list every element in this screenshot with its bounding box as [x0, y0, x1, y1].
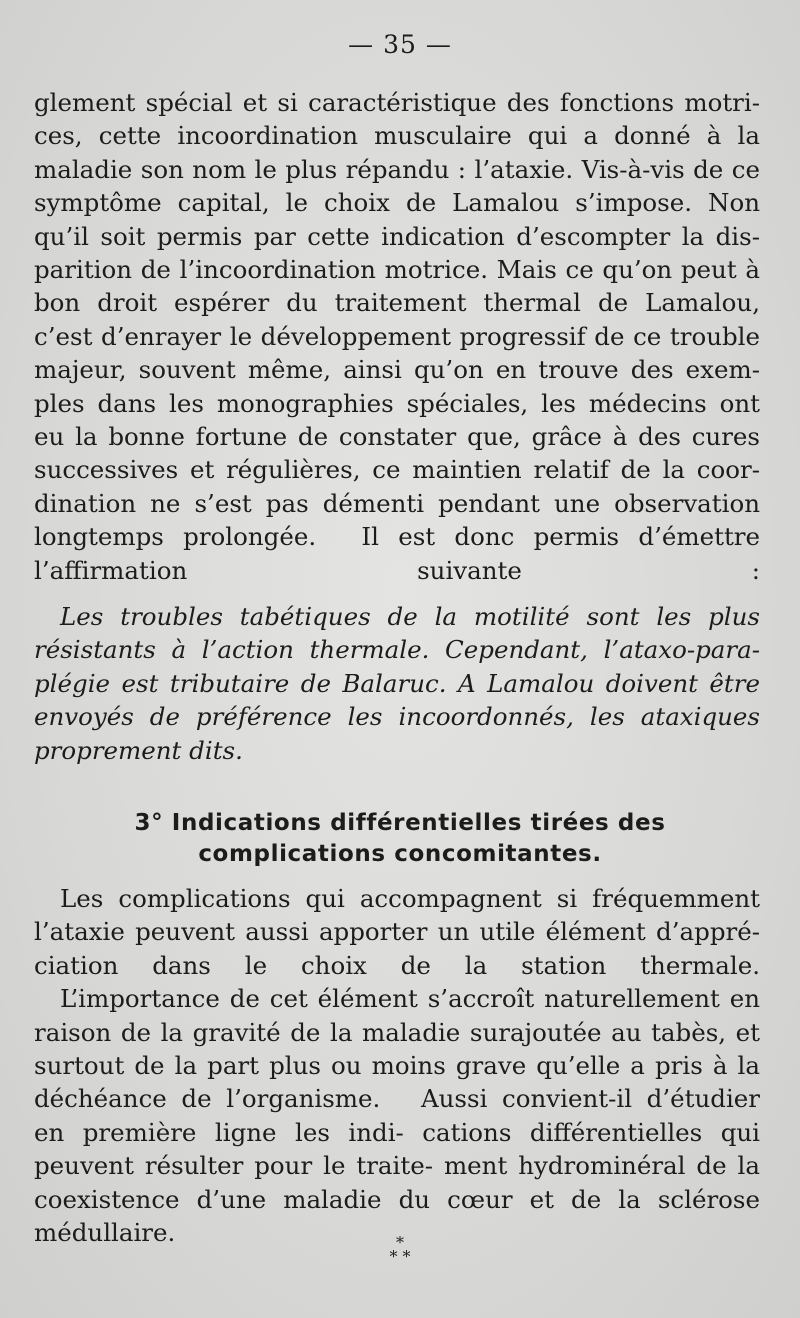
text-line: eu la bonne fortune de constater que, grâce à des cures	[34, 422, 760, 452]
italic-line: proprement dits.	[34, 735, 243, 765]
italic-line: résistants à l’action thermale. Cependant, l’ataxo-para-	[34, 635, 760, 665]
heading-line: complications concomitantes.	[198, 841, 602, 867]
text-line: longtemps prolongée.	[34, 522, 317, 552]
italic-line: Les troubles tabétiques de la motilité sont les plus	[60, 602, 760, 631]
text-line: ciation dans le choix de la station thermale.	[34, 950, 760, 980]
section-heading	[0, 808, 800, 870]
asterism-top: *	[396, 1233, 404, 1252]
heading-line: 3° Indications différentielles tirées des	[134, 810, 666, 836]
text-line: L’importance de cet élément s’accroît naturellement en	[60, 984, 760, 1014]
asterism-ornament	[0, 1233, 800, 1266]
text-line: glement spécial et si caractéristique des fonctions motri-	[34, 88, 760, 117]
text-line: c’est d’enrayer le développement progressif de ce trouble	[34, 321, 760, 351]
text-line: cations différentielles qui peuvent résulter pour le traite-	[34, 1117, 760, 1181]
text-line: majeur, souvent même, ainsi qu’on en trouve des exem-	[34, 355, 760, 385]
italic-line: plégie est tributaire de Balaruc. A Lamalou doivent être	[34, 668, 760, 698]
text-line: ples dans les monographies spéciales, les médecins ont	[34, 388, 760, 418]
text-line: qu’il soit permis par cette indication d’escompter la dis-	[34, 221, 760, 251]
text-line: maladie son nom le plus répandu : l’ataxie. Vis-à-vis de	[34, 154, 724, 184]
text-line: dination ne s’est pas démenti pendant une observation	[34, 488, 760, 518]
text-line: cœur et de la sclérose médullaire.	[34, 1184, 760, 1248]
text-line: surtout de la part plus ou moins grave qu’elle a pris à	[34, 1051, 728, 1081]
paragraph-complications	[34, 882, 760, 1249]
text-line: successives et régulières, ce maintien relatif de la coor-	[34, 455, 760, 485]
text-line: parition de l’incoordination motrice. Mais ce qu’on peut	[34, 255, 737, 285]
paragraph-ataxia	[34, 86, 760, 587]
text-line: la déchéance de l’organisme.	[34, 1051, 760, 1114]
text-line: Il est donc permis d’émettre l’affirmation suivante :	[34, 522, 761, 585]
text-line: ces, cette incoordination musculaire qui a donné à la	[34, 121, 760, 151]
text-line: ment hydrominéral de la coexistence d’une maladie du	[34, 1151, 760, 1214]
text-line: à bon droit espérer du traitement thermal de Lamalou,	[34, 255, 760, 318]
conclusion-italic	[34, 600, 760, 767]
text-line: raison de la gravité de la maladie surajoutée au tabès, et	[34, 1017, 760, 1047]
italic-line: envoyés de préférence les incoordonnés, les ataxiques	[34, 702, 760, 732]
text-line: Aussi convient-il d’étudier en première ligne les indi-	[34, 1084, 760, 1147]
text-line: Les complications qui accompagnent si fréquemment	[60, 884, 760, 913]
asterism-bottom: * *	[389, 1247, 411, 1266]
text-line: l’ataxie peuvent aussi apporter un utile élément d’appré-	[34, 917, 760, 947]
page-number: — 35 —	[348, 30, 452, 59]
text-line: ce symptôme capital, le choix de Lamalou s’impose. Non	[34, 154, 760, 218]
